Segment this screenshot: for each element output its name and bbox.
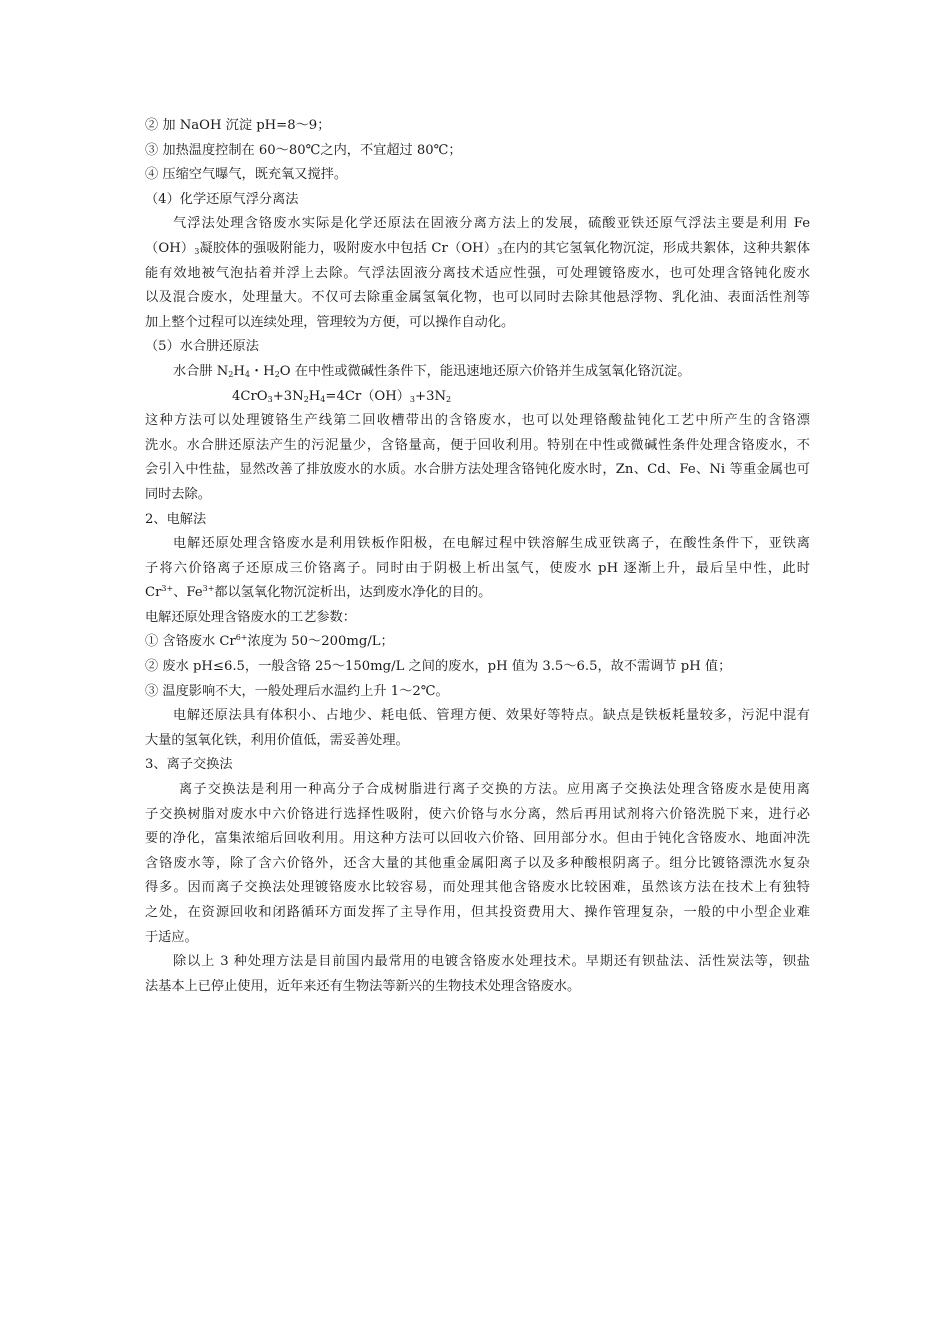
text-line: $(OH)_3$凝胶体的强吸附能力，吸附废水中包括 $Cr(OH)_3$在内的其它氢氧化物沉淀，形成共絮体，这种共絮体 [145, 240, 811, 256]
text-line: 之处，在资源回收和闭路循环方面发挥了主导作用，但其投资费用大、操作管理复杂，一般的中小型企业难 [145, 905, 810, 920]
text-line: 得多。因而离子交换法处理镀铬废水比较容易，而处理其他含铬废水比较困难，虽然该方法在技术上有独特 [145, 880, 810, 896]
text-line: ② 废水 pH≤6.5，一般含铬 25～150mg/L 之间的废水，pH 值为 3.5～6.5，故不需调节 pH 值； [145, 659, 732, 675]
text-line: 子交换树脂对废水中六价铬进行选择性吸附，使六价铬与水分离，然后再用试剂将六价铬洗脱下来，进行必 [145, 806, 810, 822]
text-line: 洗水。水合肼还原法产生的污泥量少，含铬量高，便于回收利用。特别在中性或微碱性条件处理含铬废水，不 [145, 437, 810, 453]
text-line: 这种方法可以处理镀铬生产线第二回收槽带出的含铬废水，也可以处理铬酸盐钝化工艺中所产生的含铬漂 [145, 413, 810, 429]
section-heading: （5）水合肼还原法 [145, 339, 259, 355]
text-line: 会引入中性盐，显然改善了排放废水的水质。水合肼方法处理含铬钝化废水时，Zn、Cd、Fe、Ni 等重金属也可 [145, 462, 810, 478]
document-page [145, 114, 810, 999]
text-line: 能有效地被气泡拈着并浮上去除。气浮法固液分离技术适应性强，可处理镀铬废水，也可处理含铬钝化废水 [145, 265, 810, 281]
text-line: 以及混合废水，处理量大。不仅可去除重金属氢氧化物，也可以同时去除其他悬浮物、乳化油、表面活性剂等 [145, 290, 810, 306]
text-line: 大量的氢氧化铁，利用价值低，需妥善处理。 [145, 732, 409, 748]
text-line: 电解还原法具有体积小、占地少、耗电低、管理方便、效果好等特点。缺点是铁板耗量较多，污泥中混有 [173, 708, 810, 724]
section-heading: 2、电解法 [145, 511, 207, 527]
chemical-equation: $4CrO_3+3N_2H_4=4Cr(OH)_3+3N_2$ [232, 388, 452, 404]
text-line: ② 加 NaOH 沉淀 pH=8～9； [145, 118, 331, 133]
section-heading: 3、离子交换法 [145, 757, 233, 773]
text-line: 水合肼 $N_2H_4$・$H_2O$ 在中性或微碱性条件下，能迅速地还原六价铬并生成氢氧化铬沉淀。 [173, 363, 691, 379]
text-line: ③ 加热温度控制在 60～80℃之内，不宜超过 80℃； [145, 142, 462, 158]
text-line: 同时去除。 [145, 486, 211, 502]
text-line: ④ 压缩空气曝气，既充氧又搅拌。 [145, 167, 348, 183]
text-line: 含铬废水等，除了含六价铬外，还含大量的其他重金属阳离子以及多种酸根阴离子。组分比镀铬漂洗水复杂 [145, 855, 810, 871]
text-line: 电解还原处理含铬废水是利用铁板作阳极，在电解过程中铁溶解生成亚铁离子，在酸性条件下，亚铁离 [173, 536, 810, 552]
text-line: 法基本上已停止使用，近年来还有生物法等新兴的生物技术处理含铬废水。 [145, 978, 581, 994]
text-line: 要的净化，富集浓缩后回收利用。用这种方法可以回收六价铬、回用部分水。但由于钝化含铬废水、地面冲洗 [145, 831, 810, 847]
text-line: 气浮法处理含铬废水实际是化学还原法在固液分离方法上的发展，硫酸亚铁还原气浮法主要是利用 Fe [173, 216, 810, 232]
text-line: 电解还原处理含铬废水的工艺参数： [145, 609, 356, 625]
text-line: 除以上 3 种处理方法是目前国内最常用的电镀含铬废水处理技术。早期还有钡盐法、活性炭法等，钡盐 [173, 954, 810, 970]
text-line: 于适应。 [145, 929, 198, 945]
text-line: ① 含铬废水 $Cr^{6+}$浓度为 50～200mg/L； [145, 633, 394, 650]
text-line: ③ 温度影响不大，一般处理后水温约上升 1～2℃。 [145, 683, 449, 699]
text-line: 子将六价铬离子还原成三价铬离子。同时由于阴极上析出氢气，使废水 pH 逐渐上升，最后呈中性，此时 [145, 560, 810, 576]
text-line: 加上整个过程可以连续处理，管理较为方便，可以操作自动化。 [145, 314, 515, 330]
text-line: $Cr^{3+}$、$Fe^{3+}$都以氢氧化物沉淀析出，达到废水净化的目的。 [145, 584, 492, 601]
text-line: 离子交换法是利用一种高分子合成树脂进行离子交换的方法。应用离子交换法处理含铬废水是使用离 [179, 782, 810, 798]
section-heading: （4）化学还原气浮分离法 [145, 191, 299, 207]
